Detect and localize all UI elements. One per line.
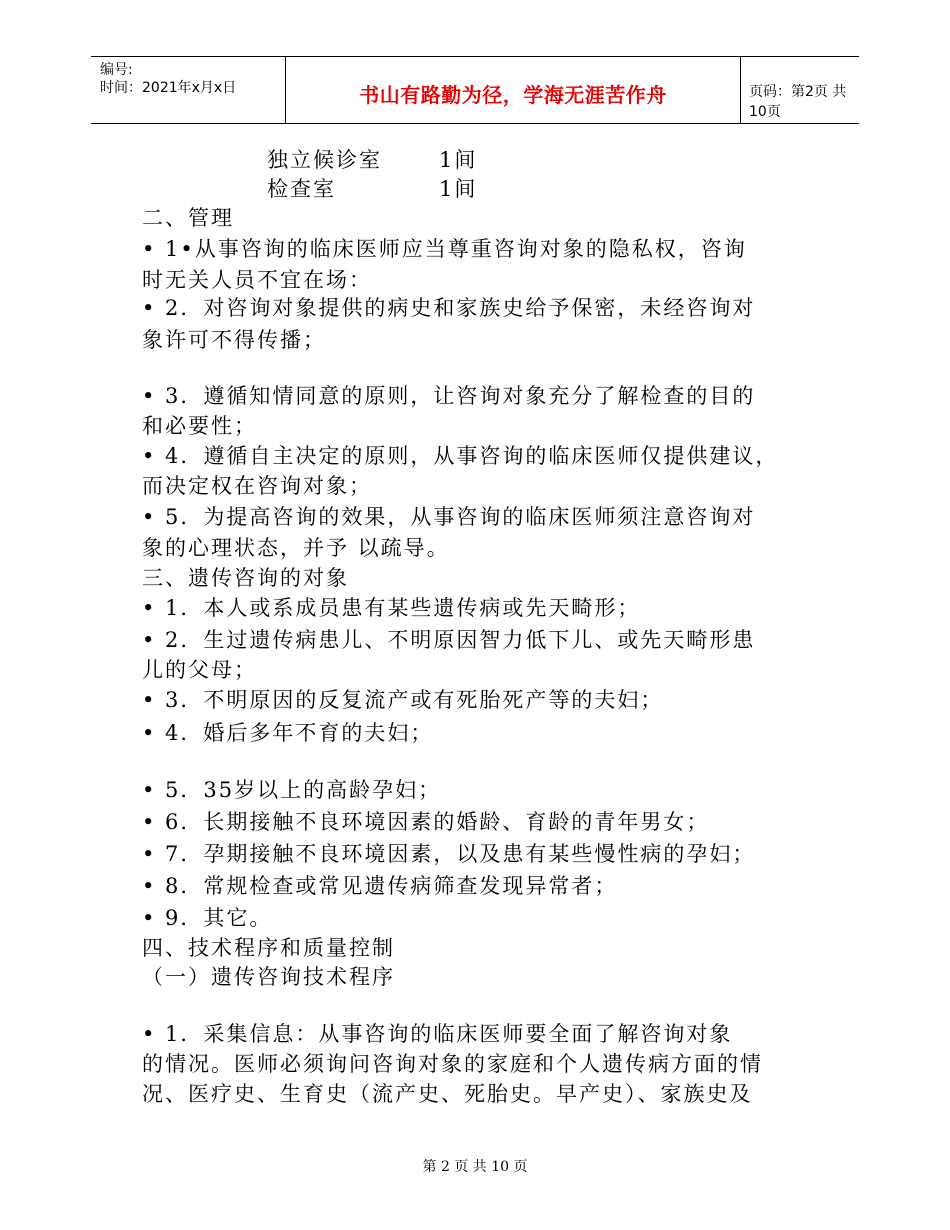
- document-number-label: 编号:: [100, 62, 133, 78]
- paragraph-line: • 5．为提高咨询的效果，从事咨询的临床医师须注意咨询对: [142, 505, 756, 529]
- paragraph-line: 况、医疗史、生育史（流产史、死胎史。早产史）、家族史及: [142, 1082, 753, 1106]
- paragraph-line: 而决定权在咨询对象；: [142, 474, 372, 498]
- paragraph-line: • 2．对咨询对象提供的病史和家族史给予保密，未经咨询对: [142, 296, 756, 320]
- paragraph-line: 的情况。医师必须询问咨询对象的家庭和个人遗传病方面的情: [142, 1052, 763, 1076]
- room-count: 1间: [439, 148, 478, 172]
- paragraph-line: • 3．不明原因的反复流产或有死胎死产等的夫妇；: [142, 688, 664, 712]
- paragraph-line: • 3．遵循知情同意的原则，让咨询对象充分了解检查的目的: [142, 384, 756, 408]
- header-left-cell: [91, 57, 285, 123]
- room-name: 检查室: [267, 177, 336, 201]
- subsection-heading: （一）遗传咨询技术程序: [142, 965, 395, 989]
- paragraph-line: 象的心理状态，并予 以疏导。: [142, 536, 450, 560]
- page-footer: 第 2 页 共 10 页: [422, 1159, 528, 1175]
- paragraph-line: • 4．婚后多年不育的夫妇；: [142, 721, 434, 745]
- room-name: 独立候诊室: [267, 148, 382, 172]
- section-heading: 三、遗传咨询的对象: [142, 566, 349, 590]
- header-middle-cell: [285, 57, 741, 123]
- room-count: 1间: [439, 177, 478, 201]
- paragraph-line: 象许可不得传播；: [142, 328, 326, 352]
- paragraph-line: • 8．常规检查或常见遗传病筛查发现异常者；: [142, 874, 618, 898]
- header-right-cell: [740, 57, 859, 123]
- paragraph-line: • 1•从事咨询的临床医师应当尊重咨询对象的隐私权，咨询: [142, 237, 747, 261]
- paragraph-line: 时无关人员不宜在场：: [142, 268, 372, 292]
- section-heading: 四、技术程序和质量控制: [142, 936, 395, 960]
- paragraph-line: 和必要性；: [142, 414, 257, 438]
- paragraph-line: • 7．孕期接触不良环境因素，以及患有某些慢性病的孕妇；: [142, 842, 756, 866]
- header-page-label: 页码：第2页 共10页: [749, 84, 847, 120]
- section-heading: 二、管理: [142, 206, 234, 230]
- document-time-label: 时间：2021年x月x日: [100, 80, 237, 96]
- page-header: [91, 56, 859, 124]
- paragraph-line: • 9．其它。: [142, 906, 273, 930]
- paragraph-line: 儿的父母；: [142, 658, 257, 682]
- paragraph-line: • 1．本人或系成员患有某些遗传病或先天畸形；: [142, 596, 641, 620]
- header-motto: 书山有路勤为径，学海无涯苦作舟: [359, 83, 667, 107]
- paragraph-line: • 2．生过遗传病患儿、不明原因智力低下儿、或先天畸形患: [142, 628, 756, 652]
- paragraph-line: • 4．遵循自主决定的原则，从事咨询的临床医师仅提供建议，: [142, 444, 779, 468]
- paragraph-line: • 5．35岁以上的高龄孕妇；: [142, 778, 442, 802]
- paragraph-line: • 6．长期接触不良环境因素的婚龄、育龄的青年男女；: [142, 810, 710, 834]
- paragraph-line: • 1．采集信息：从事咨询的临床医师要全面了解咨询对象: [142, 1022, 733, 1046]
